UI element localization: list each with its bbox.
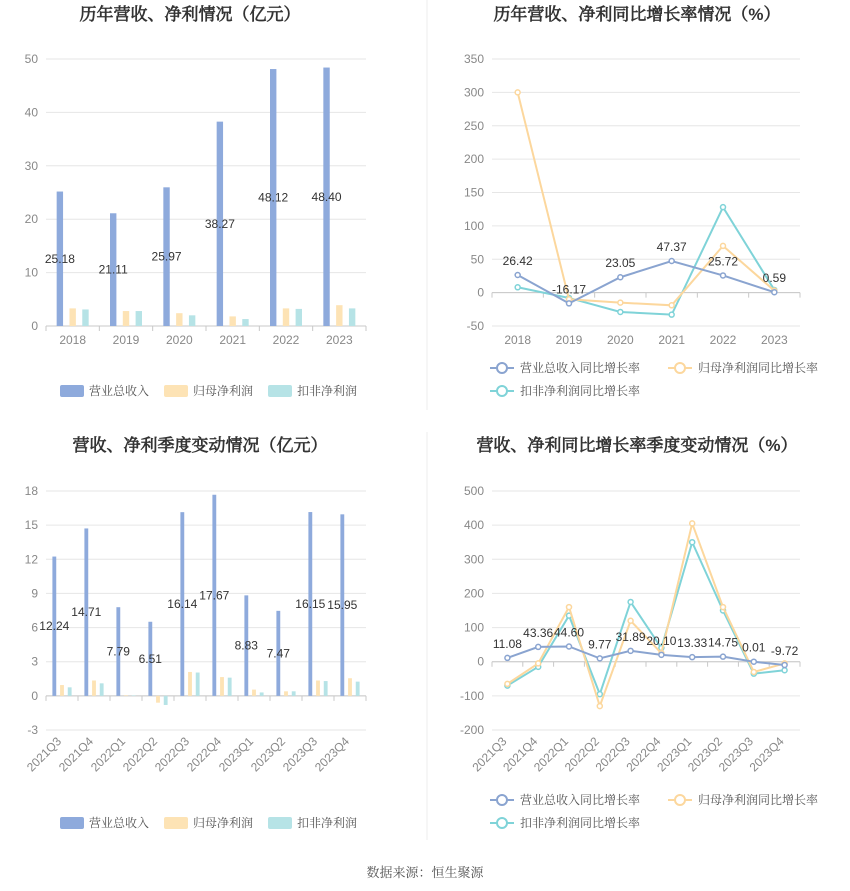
legend-label: 扣非净利润: [297, 384, 358, 398]
y-tick-label: 20: [24, 212, 38, 227]
series-point: [628, 618, 633, 623]
series-point: [751, 669, 756, 674]
bar: [92, 680, 96, 695]
series-point: [721, 605, 726, 610]
series-point: [515, 272, 520, 277]
x-tick-label: 2021: [658, 333, 686, 347]
bar: [189, 315, 195, 326]
x-tick-label: 2021Q4: [500, 734, 541, 775]
bar: [242, 319, 248, 326]
chart-title: 营收、净利同比增长率季度变动情况（%）: [476, 436, 798, 455]
series-point: [618, 275, 623, 280]
quarterly-growth-chart: [460, 435, 818, 830]
y-tick-label: 100: [463, 620, 484, 635]
y-tick-label: 18: [24, 484, 38, 498]
y-tick-label: -50: [466, 319, 484, 333]
x-tick-label: 2023Q2: [685, 734, 726, 775]
series-point: [772, 290, 777, 295]
data-label: 13.33: [677, 636, 708, 651]
x-tick-label: 2023: [325, 333, 353, 347]
x-tick-label: 2022Q2: [120, 734, 161, 775]
x-tick-label: 2023Q3: [715, 734, 756, 775]
bar: [220, 677, 224, 696]
x-tick-label: 2022Q3: [152, 734, 193, 775]
data-label: 25.18: [44, 251, 75, 266]
series-point: [721, 205, 726, 210]
y-tick-label: 150: [463, 185, 484, 200]
y-tick-label: 9: [31, 586, 38, 601]
y-tick-label: 10: [24, 265, 38, 280]
x-tick-label: 2022: [272, 333, 300, 347]
y-tick-label: 0: [31, 688, 38, 703]
y-tick-label: 0: [477, 654, 484, 669]
y-tick-label: 50: [24, 52, 38, 66]
y-tick-label: 0: [31, 319, 38, 333]
y-tick-label: 250: [463, 118, 484, 133]
chart-title: 历年营收、净利情况（亿元）: [79, 5, 301, 24]
x-tick-label: 2022Q1: [88, 734, 129, 775]
y-tick-label: -200: [459, 723, 484, 737]
bar: [260, 692, 264, 695]
series-point: [505, 655, 510, 660]
x-tick-label: 2023Q4: [746, 734, 787, 775]
legend-label: 归母净利润同比增长率: [698, 793, 819, 807]
series-point: [690, 540, 695, 545]
x-tick-label: 2020: [606, 333, 634, 347]
legend-swatch: [497, 386, 507, 396]
legend-label: 营业总收入同比增长率: [520, 361, 641, 375]
x-tick-label: 2018: [504, 333, 532, 347]
bar: [164, 696, 168, 705]
x-tick-label: 2022Q4: [184, 734, 225, 775]
bar: [296, 309, 302, 326]
y-tick-label: -3: [27, 723, 38, 737]
data-label: -16.17: [551, 282, 587, 297]
y-tick-label: 0: [477, 285, 484, 300]
bar: [124, 695, 128, 696]
x-tick-label: 2022Q1: [531, 734, 572, 775]
data-label: 17.67: [199, 588, 230, 603]
bar: [356, 682, 360, 696]
y-tick-label: 200: [463, 586, 484, 601]
bar: [324, 681, 328, 696]
legend-label: 营业总收入: [89, 384, 150, 398]
chart-title: 营收、净利季度变动情况（亿元）: [72, 436, 328, 455]
data-label: 48.40: [311, 189, 342, 204]
bar: [156, 696, 160, 703]
legend-label: 归母净利润: [193, 384, 254, 398]
bar: [132, 696, 136, 697]
series-line: [518, 92, 775, 305]
x-tick-label: 2020: [165, 333, 193, 347]
data-label: 0.01: [742, 640, 766, 655]
bar: [292, 691, 296, 696]
x-tick-label: 2023Q4: [312, 734, 353, 775]
legend-swatch: [497, 363, 507, 373]
series-point: [567, 644, 572, 649]
bar: [60, 685, 64, 696]
x-tick-label: 2023Q1: [654, 734, 695, 775]
x-tick-label: 2022Q2: [561, 734, 602, 775]
x-tick-label: 2021: [219, 333, 247, 347]
series-point: [628, 599, 633, 604]
series-point: [567, 605, 572, 610]
series-point: [669, 303, 674, 308]
data-label: 14.71: [71, 605, 102, 620]
series-point: [782, 663, 787, 668]
series-point: [597, 704, 602, 709]
data-label: 38.27: [204, 216, 235, 231]
y-tick-label: 50: [470, 252, 484, 267]
x-tick-label: 2023: [760, 333, 788, 347]
series-point: [597, 656, 602, 661]
series-point: [690, 521, 695, 526]
series-point: [618, 309, 623, 314]
legend-swatch: [164, 817, 188, 829]
data-label: 25.97: [151, 249, 182, 264]
series-point: [669, 312, 674, 317]
y-tick-label: 350: [463, 52, 484, 66]
bar: [82, 309, 88, 326]
x-tick-label: 2023Q3: [280, 734, 321, 775]
bar: [284, 691, 288, 696]
legend-swatch: [268, 817, 292, 829]
y-tick-label: 15: [24, 518, 38, 533]
series-point: [721, 654, 726, 659]
data-label: 48.12: [258, 190, 289, 205]
bar: [316, 680, 320, 695]
x-tick-label: 2021Q3: [24, 734, 65, 775]
x-tick-label: 2018: [59, 333, 87, 347]
y-tick-label: 40: [24, 105, 38, 120]
bar: [228, 678, 232, 696]
annual-growth-chart: [464, 4, 818, 398]
x-tick-label: 2021Q3: [469, 734, 510, 775]
annual-values-chart: [25, 4, 366, 398]
data-label: 20.10: [646, 633, 677, 648]
series-point: [721, 243, 726, 248]
data-label: 43.36: [523, 625, 554, 640]
legend-label: 扣非净利润: [297, 816, 358, 830]
y-tick-label: 500: [463, 484, 484, 498]
bar: [348, 678, 352, 696]
series-point: [515, 90, 520, 95]
legend-label: 扣非净利润同比增长率: [520, 816, 641, 830]
data-label: 31.89: [615, 629, 646, 644]
legend-swatch: [497, 795, 507, 805]
quarterly-values-chart: [24, 435, 366, 830]
legend-label: 营业总收入同比增长率: [520, 793, 641, 807]
bar: [69, 308, 75, 326]
x-tick-label: 2019: [555, 333, 583, 347]
series-line: [507, 542, 784, 694]
series-point: [618, 300, 623, 305]
y-tick-label: -100: [459, 688, 484, 703]
data-label: 15.95: [327, 598, 358, 613]
series-point: [536, 644, 541, 649]
y-tick-label: 3: [31, 654, 38, 669]
series-point: [751, 659, 756, 664]
data-label: 9.77: [588, 637, 612, 652]
series-point: [505, 681, 510, 686]
bar: [136, 311, 142, 326]
y-tick-label: 200: [463, 152, 484, 167]
data-label: 44.60: [553, 625, 585, 640]
series-point: [536, 661, 541, 666]
data-label: 16.14: [167, 597, 198, 612]
data-label: 7.79: [106, 644, 130, 659]
legend-swatch: [675, 795, 685, 805]
data-label: 8.83: [234, 638, 258, 653]
series-point: [567, 301, 572, 306]
data-label: 14.75: [707, 635, 739, 650]
legend-label: 归母净利润: [193, 816, 254, 830]
legend-swatch: [497, 818, 507, 828]
bar: [100, 683, 104, 696]
x-tick-label: 2022Q4: [623, 734, 664, 775]
legend-swatch: [268, 385, 292, 397]
bar: [252, 690, 256, 696]
y-tick-label: 300: [463, 85, 484, 100]
bar: [123, 311, 129, 326]
legend-swatch: [60, 385, 84, 397]
bar: [188, 672, 192, 696]
data-source-footer: 数据来源：恒生聚源: [366, 865, 484, 880]
data-label: 25.72: [707, 254, 739, 269]
x-tick-label: 2019: [112, 333, 140, 347]
data-label: 21.11: [98, 262, 128, 277]
data-label: 26.42: [502, 253, 533, 268]
y-tick-label: 30: [24, 158, 38, 173]
data-label: 7.47: [266, 646, 290, 661]
series-point: [597, 692, 602, 697]
data-label: 47.37: [656, 240, 687, 255]
bar: [336, 305, 342, 326]
series-point: [659, 652, 664, 657]
y-tick-label: 6: [31, 620, 38, 635]
bar: [68, 687, 72, 696]
data-label: 11.08: [492, 636, 522, 651]
y-tick-label: 12: [24, 552, 38, 567]
series-point: [515, 285, 520, 290]
data-label: 0.59: [762, 271, 787, 286]
data-label: 12.24: [39, 619, 70, 634]
data-label: 6.51: [138, 651, 162, 666]
series-point: [628, 648, 633, 653]
series-point: [669, 259, 674, 264]
series-point: [782, 668, 787, 673]
y-tick-label: 300: [463, 552, 484, 567]
bar: [196, 673, 200, 696]
bar: [176, 313, 182, 326]
bar: [229, 316, 235, 326]
legend-label: 营业总收入: [89, 816, 150, 830]
x-tick-label: 2022: [709, 333, 737, 347]
y-tick-label: 400: [463, 518, 484, 533]
legend-swatch: [675, 363, 685, 373]
y-tick-label: 100: [463, 218, 484, 233]
series-point: [721, 273, 726, 278]
series-point: [690, 655, 695, 660]
chart-title: 历年营收、净利同比增长率情况（%）: [493, 5, 781, 24]
bar: [349, 308, 355, 326]
x-tick-label: 2023Q2: [248, 734, 289, 775]
legend-swatch: [164, 385, 188, 397]
legend-label: 扣非净利润同比增长率: [520, 384, 641, 398]
legend-swatch: [60, 817, 84, 829]
legend-label: 归母净利润同比增长率: [698, 361, 819, 375]
series-line: [507, 523, 784, 706]
bar: [283, 308, 289, 326]
data-label: 23.05: [605, 256, 636, 271]
data-label: 16.15: [295, 596, 326, 611]
data-label: -9.72: [770, 644, 799, 659]
x-tick-label: 2021Q4: [56, 734, 97, 775]
x-tick-label: 2022Q3: [592, 734, 633, 775]
x-tick-label: 2023Q1: [216, 734, 257, 775]
